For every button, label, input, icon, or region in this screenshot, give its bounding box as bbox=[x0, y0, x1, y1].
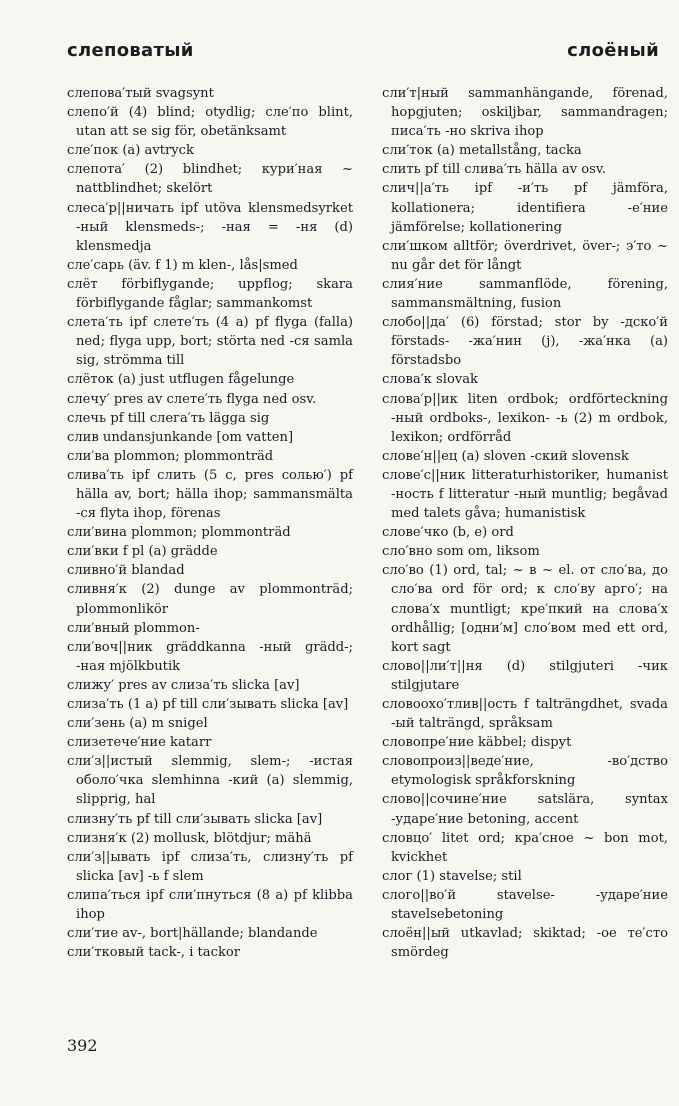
dictionary-entry: слого||во′й stavelse- -ударе′ние stavelsebetoning bbox=[382, 887, 668, 923]
dictionary-entry: слить pf till слива′ть hälla av osv. bbox=[382, 162, 606, 178]
right-column bbox=[382, 84, 668, 962]
dictionary-entry: слепова′тый svagsynt bbox=[67, 86, 214, 101]
dictionary-entry: слив undansjunkande [om vatten] bbox=[67, 429, 294, 445]
dictionary-entry: сле′пок (a) avtryck bbox=[67, 143, 194, 159]
dictionary-entry: слиза′ть (1 a) pf till сли′зывать slicka [av] bbox=[67, 697, 349, 712]
dictionary-entry: слова′р||ик liten ordbok; ordförteckning -ный ordboks-, lexikon- -ь (2) m ordbok, lexikon; ordförråd bbox=[382, 391, 668, 445]
dictionary-entry: сли′шком alltför; överdrivet, över-; э′то ~ nu går det för långt bbox=[382, 238, 668, 273]
dictionary-entry: слог (1) stavelse; stil bbox=[382, 868, 522, 884]
dictionary-entry: сли′т|ный sammanhängande, förenad, hopgjuten; oskiljbar, sammandragen; писа′ть -но skriva ihop bbox=[382, 86, 668, 140]
dictionary-entry: сливня′к (2) dunge av plommonträd; plommonlikör bbox=[67, 582, 353, 617]
dictionary-entry: словопре′ние käbbel; dispyt bbox=[382, 735, 572, 751]
dictionary-entry: слеса′р||ничать ipf utöva klensmedsyrket -ный klensmeds-; -ная = -ня (d) klensmedja bbox=[67, 200, 353, 254]
dictionary-entry: сли′вки f pl (a) grädde bbox=[67, 544, 218, 560]
dictionary-entry: сли′вина plommon; plommonträd bbox=[67, 525, 291, 541]
dictionary-entry: сло′вно som om, liksom bbox=[382, 544, 540, 560]
dictionary-entry: слипа′ться ipf сли′пнуться (8 a) pf klibba ihop bbox=[67, 887, 353, 923]
dictionary-entry: слива′ть ipf слить (5 c, pres солью′) pf hälla av, bort; hälla ihop; sammansmälta -ся flyta ihop, förenas bbox=[67, 467, 353, 522]
dictionary-entry: сли′з||ывать ipf слиза′ть, слизну′ть pf slicka [av] -ь f slem bbox=[67, 849, 353, 884]
running-head-left: слеповатый bbox=[67, 40, 194, 61]
dictionary-entry: слечь pf till слега′ть lägga sig bbox=[67, 410, 270, 426]
dictionary-entry: слечу′ pres av слете′ть flyga ned osv. bbox=[67, 391, 317, 407]
dictionary-entry: сли′зень (a) m snigel bbox=[67, 716, 208, 732]
dictionary-entry: слове′чко (b, e) ord bbox=[382, 525, 514, 541]
dictionary-entry: слове′с||ник litteraturhistoriker, humanist -ность f litteratur -ный muntlig; begåvad med talets gåva; humanistisk bbox=[382, 467, 668, 522]
dictionary-entry: слижу′ pres av слиза′ть slicka [av] bbox=[67, 677, 300, 693]
dictionary-entry: слоён||ый utkavlad; skiktad; -ое те′сто smördeg bbox=[382, 926, 668, 961]
dictionary-entry: сле′сарь (äv. f 1) m klen-, lås|smed bbox=[67, 257, 298, 273]
dictionary-entry: слизня′к (2) mollusk, blötdjur; mähä bbox=[67, 830, 312, 846]
dictionary-entry: словцо′ litet ord; кра′сное ~ bon mot, kvickhet bbox=[382, 830, 668, 865]
page-number: 392 bbox=[67, 1036, 98, 1055]
dictionary-entry: сли′вный plommon- bbox=[67, 620, 200, 636]
dictionary-entry: слёт förbiflygande; uppflog; skara förbiflygande fåglar; sammankomst bbox=[67, 276, 353, 312]
dictionary-entry: слепота′ (2) blindhet; кури′ная ~ nattblindhet; skelört bbox=[67, 162, 353, 197]
dictionary-entry: слове′н||ец (a) sloven -ский slovensk bbox=[382, 448, 629, 464]
dictionary-entry: слово||ли′т||ня (d) stilgjuteri -чик stilgjutare bbox=[382, 658, 668, 693]
dictionary-entry: сло′во (1) ord, tal; ~ в ~ el. от сло′ва, до сло′ва ord för ord; к сло′ву арго′; на слова′х muntligt; кре′пкий на слова′х ordhållig; [одни′м] сло′вом med ett ord, kort sagt bbox=[382, 563, 668, 655]
dictionary-entry: сли′тие av-, bort|hällande; blandande bbox=[67, 926, 318, 942]
running-head-right: слоёный bbox=[567, 40, 659, 61]
dictionary-entry: сли′ва plommon; plommonträd bbox=[67, 448, 274, 464]
dictionary-entry: слизну′ть pf till сли′зывать slicka [av] bbox=[67, 811, 323, 827]
dictionary-entry: сли′тковый tack-, i tackor bbox=[67, 945, 241, 961]
dictionary-entry: сли′з||истый slemmig, slem-; -истая оболо′чка slemhinna -кий (a) slemmig, slipprig, hal bbox=[67, 754, 353, 808]
left-column bbox=[67, 84, 353, 962]
dictionary-entry: слия′ние sammanflöde, förening, sammansmältning, fusion bbox=[382, 276, 668, 312]
dictionary-entry: слич||а′ть ipf -и′ть pf jämföra, kollationera; identifiera -е′ние jämförelse; kollationering bbox=[382, 181, 668, 235]
dictionary-entry: слепо′й (4) blind; otydlig; сле′по blint, utan att se sig för, obetänksamt bbox=[67, 105, 353, 140]
dictionary-entry: слово||сочине′ние satslära, syntax -ударе′ние betoning, accent bbox=[382, 792, 668, 827]
dictionary-entry: словоохо′тлив||ость f talträngdhet, svada -ый talträngd, språksam bbox=[382, 697, 668, 732]
dictionary-entry: слизетече′ние katarr bbox=[67, 735, 212, 751]
dictionary-entry: слобо||да′ (6) förstad; stor by -дско′й förstads- -жа′нин (j), -жа′нка (a) förstadsbo bbox=[382, 315, 668, 369]
dictionary-entry: словопроиз||веде′ние, -во′дство etymologisk språkforskning bbox=[382, 754, 668, 789]
dictionary-entry: слова′к slovak bbox=[382, 372, 478, 388]
dictionary-entry: сли′воч||ник gräddkanna -ный grädd-; -ная mjölkbutik bbox=[67, 639, 353, 674]
dictionary-entry: слёток (a) just utflugen fågelunge bbox=[67, 372, 295, 388]
dictionary-entry: сли′ток (a) metallstång, tacka bbox=[382, 143, 582, 159]
dictionary-entry: слета′ть ipf слете′ть (4 a) pf flyga (falla) ned; flyga upp, bort; störta ned -ся samla sig, strömma till bbox=[67, 315, 353, 369]
dictionary-entry: сливно′й blandad bbox=[67, 563, 185, 579]
